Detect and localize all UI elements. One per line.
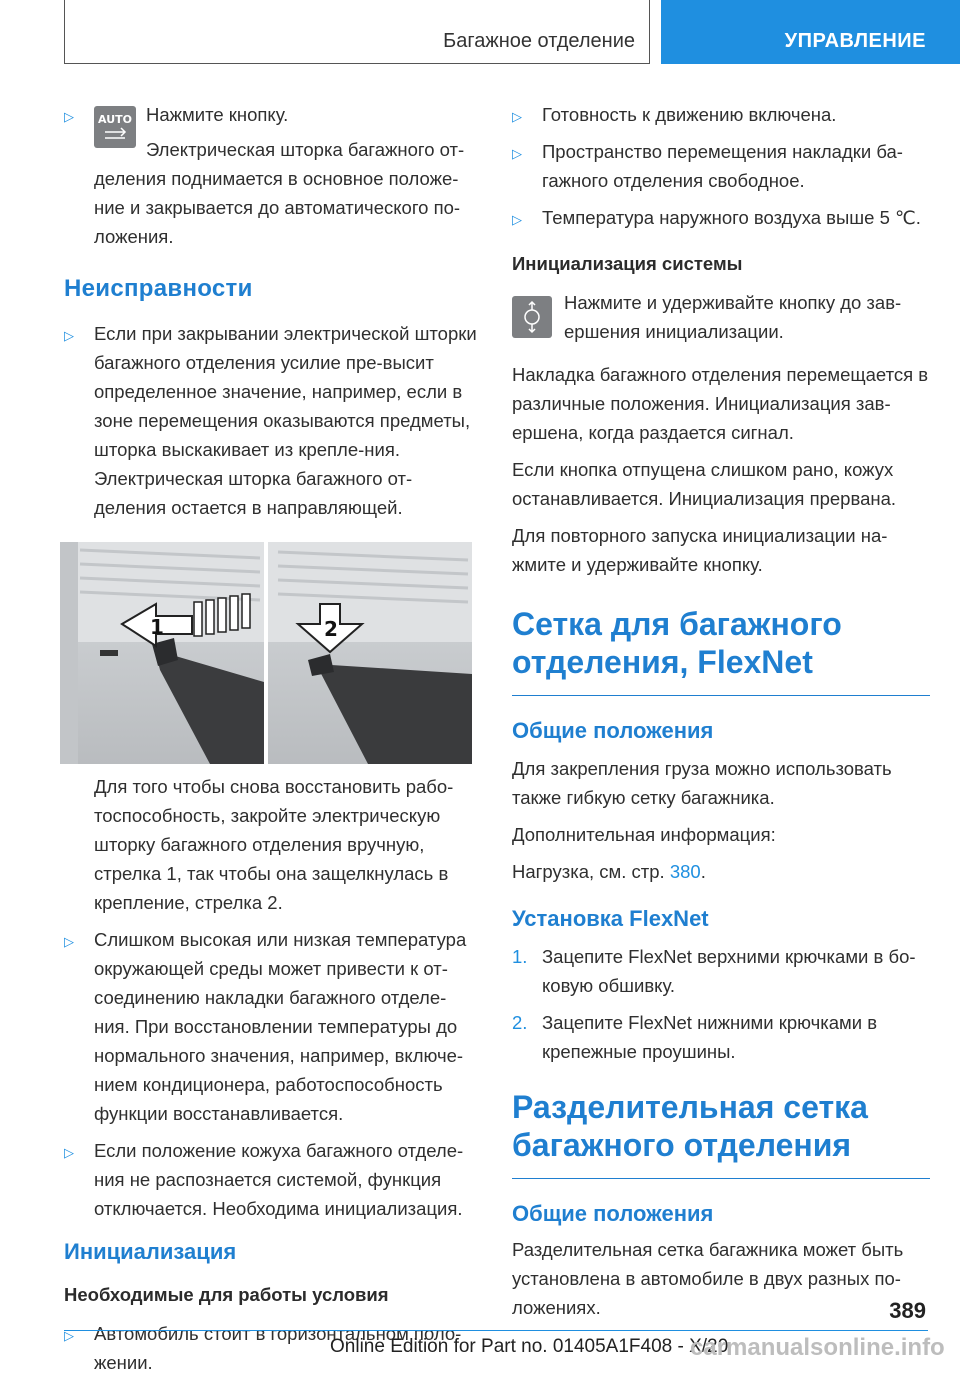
install-flexnet-heading: Установка FlexNet	[512, 906, 709, 931]
list-item-req-4	[512, 203, 930, 232]
header-section-box	[64, 0, 650, 64]
photo-arrow-2-label: 2	[324, 617, 338, 641]
left-column	[64, 100, 480, 1385]
list-item-press-button	[64, 100, 480, 251]
header-chapter-box	[661, 0, 960, 64]
page-380-link[interactable]: 380	[669, 861, 701, 882]
flexnet-heading: Сетка для багажного отделения, FlexNet	[512, 606, 842, 680]
flexnet-p2: Дополнительная информация:	[512, 824, 776, 845]
trunk-cover-photo	[60, 542, 472, 764]
triangle-bullet-icon: ▷	[512, 146, 522, 161]
step-number-2: 2.	[512, 1012, 528, 1033]
system-init-step	[512, 288, 930, 346]
req-4-text: Температура наружного воздуха выше 5 ℃.	[542, 207, 921, 228]
trunk-cover-button-icon	[512, 296, 552, 338]
list-item-fault-3	[64, 1136, 480, 1223]
install-step-2	[512, 1008, 930, 1066]
triangle-bullet-icon: ▷	[64, 1328, 74, 1343]
divider-general-heading: Общие положения	[512, 1201, 714, 1226]
req-1-text: Автомобиль стоит в горизонтальном поло-жении.	[94, 1323, 462, 1373]
triangle-bullet-icon: ▷	[64, 109, 74, 124]
flexnet-p3-prefix: Нагрузка, см. стр.	[512, 861, 670, 882]
auto-button-icon	[94, 106, 136, 148]
divider-heading-rule	[512, 1178, 930, 1179]
req-2-text: Готовность к движению включена.	[542, 104, 837, 125]
divider-net-heading: Разделительная сетка багажного отделения	[512, 1089, 868, 1163]
photo-panel-1	[60, 542, 264, 764]
requirements-heading: Необходимые для работы условия	[64, 1284, 389, 1305]
triangle-bullet-icon: ▷	[512, 212, 522, 227]
list-item-req-3	[512, 137, 930, 195]
triangle-bullet-icon: ▷	[64, 1145, 74, 1160]
system-init-heading: Инициализация системы	[512, 253, 743, 274]
faults-heading: Неисправности	[64, 275, 253, 302]
flexnet-general-heading: Общие положения	[512, 718, 714, 743]
fault-2-text: Слишком высокая или низкая температура окружающей среды может привести к от-соединению накладки багажного отделе-ния. При восстановлении температуры до нормального значения, например, включе-нием кондиционера, работоспособность функции восстанавливается.	[94, 929, 467, 1124]
right-column	[512, 100, 930, 1322]
fault-3-text: Если положение кожуха багажного отделе-ния не распознается системой, функция отключается. Необходима инициализация.	[94, 1140, 464, 1219]
svg-text:AUTO: AUTO	[98, 113, 132, 126]
fault-1-fix-text: Для того чтобы снова восстановить рабо-тоспособность, закройте электрическую шторку багажного отделения вручную, стрелка 1, так чтобы она защелкнулась в крепление, стрелка 2.	[94, 776, 454, 913]
flexnet-p3-suffix: .	[700, 861, 706, 882]
list-item-req-2	[512, 100, 930, 129]
header-section-title: Багажное отделение	[443, 30, 635, 52]
triangle-bullet-icon: ▷	[64, 934, 74, 949]
fault-1-text: Если при закрывании электрической шторки багажного отделения усилие пре-высит определенное значение, например, если в зоне перемещения оказываются предметы, шторка выскакивает из крепле-ния. Электрическая шторка багажного от-деления остается в направляющей.	[94, 323, 477, 518]
footer-rule	[64, 1330, 928, 1331]
init-heading: Инициализация	[64, 1239, 237, 1264]
system-init-p2: Если кнопка отпущена слишком рано, кожух останавливается. Инициализация прервана.	[512, 459, 897, 509]
triangle-bullet-icon: ▷	[64, 328, 74, 343]
flexnet-heading-rule	[512, 695, 930, 696]
flexnet-p1: Для закрепления груза можно использовать также гибкую сетку багажника.	[512, 758, 892, 808]
step-press-text: Нажмите кнопку.	[146, 104, 289, 125]
list-item-fault-2	[64, 925, 480, 1128]
install-step-1-text: Зацепите FlexNet верхними крючками в бо-ковую обшивку.	[542, 946, 916, 996]
req-3-text: Пространство перемещения накладки ба-гажного отделения свободное.	[542, 141, 903, 191]
system-init-step-text: Нажмите и удерживайте кнопку до зав-ершения инициализации.	[564, 292, 902, 342]
photo-panel-2	[268, 542, 472, 764]
page-number: 389	[889, 1298, 926, 1323]
system-init-p1: Накладка багажного отделения перемещается в различные положения. Инициализация зав-ершена, когда раздается сигнал.	[512, 364, 929, 443]
header-chapter-title: УПРАВЛЕНИЕ	[784, 30, 926, 52]
flexnet-p3	[512, 857, 930, 886]
footer-watermark: carmanualsonline.info	[690, 1334, 945, 1361]
divider-p1: Разделительная сетка багажника может быть установлена в автомобиле в двух разных по-ложениях.	[512, 1239, 904, 1318]
step-number-1: 1.	[512, 946, 528, 967]
list-item-fault-1	[64, 319, 480, 522]
photo-arrow-1-label: 1	[150, 615, 164, 639]
install-step-2-text: Зацепите FlexNet нижними крючками в крепежные проушины.	[542, 1012, 878, 1062]
step-press-desc: Электрическая шторка багажного от-деления поднимается в основное положе-ние и закрывается до автоматического по-ложения.	[94, 139, 465, 247]
system-init-p3: Для повторного запуска инициализации на-жмите и удерживайте кнопку.	[512, 525, 888, 575]
triangle-bullet-icon: ▷	[512, 109, 522, 124]
install-step-1	[512, 942, 930, 1000]
footer-edition: Online Edition for Part no. 01405A1F408 - X/20	[330, 1336, 729, 1357]
